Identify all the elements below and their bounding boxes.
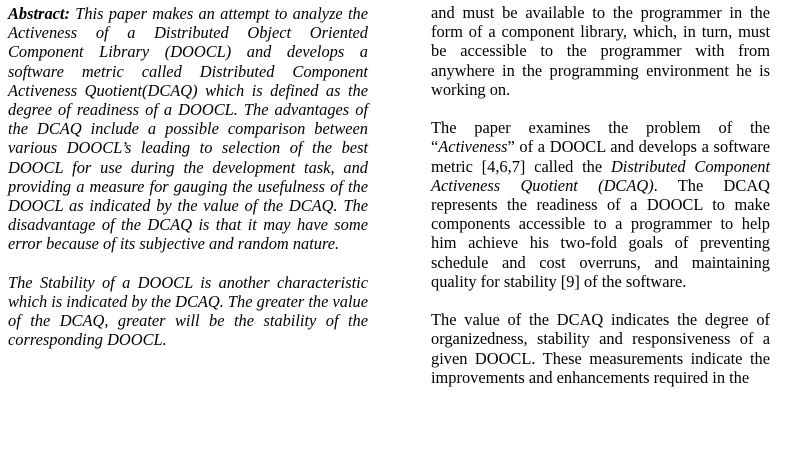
problem-statement-paragraph <box>431 118 770 291</box>
abstract-label: Abstract: <box>8 4 70 23</box>
right-column <box>431 3 770 406</box>
stability-paragraph: The Stability of a DOOCL is another characteristic which is indicated by the DCAQ. The greater the value of the DCAQ, greater will be the stability of the corresponding DOOCL. <box>8 272 368 350</box>
dcaq-term: Distributed Component Activeness Quotient (DCAQ) <box>431 156 771 195</box>
left-column <box>8 4 368 369</box>
problem-text-2: ” of a DOOCL and develops a software metric [4,6,7] called the <box>431 137 770 176</box>
activeness-term: Activeness <box>438 137 508 157</box>
dcaq-value-paragraph: The value of the DCAQ indicates the degree of organizedness, stability and responsiveness of a given DOOCL. These measurements indicate the improvements and enhancements required in the <box>431 310 770 387</box>
problem-text-1: The paper examines the problem of the “ <box>431 118 770 157</box>
problem-text-3: . The DCAQ represents the readiness of a DOOCL to make components accessible to a programmer to help him achieve his two-fold goals of preventing schedule and cost overruns, and maintaining quality for stability [9] of the software. <box>431 175 770 291</box>
abstract-paragraph <box>8 4 368 254</box>
component-library-paragraph: and must be available to the programmer in the form of a component library, which, in turn, must be accessible to the programmer with from anywhere in the programming environment he is working on. <box>431 3 770 99</box>
abstract-text: This paper makes an attempt to analyze the Activeness of a Distributed Object Oriented Component Library (DOOCL) and develops a software metric called Distributed Component Activeness Quotient(DCAQ) which is defined as the degree of readiness of a DOOCL. The advantages of the DCAQ include a possible comparison between various DOOCL’s leading to selection of the best DOOCL for use during the development task, and providing a measure for gauging the usefulness of the DOOCL as indicated by the value of the DCAQ. The disadvantage of the DCAQ is that it may have some error because of its subjective and random nature. <box>8 4 368 254</box>
